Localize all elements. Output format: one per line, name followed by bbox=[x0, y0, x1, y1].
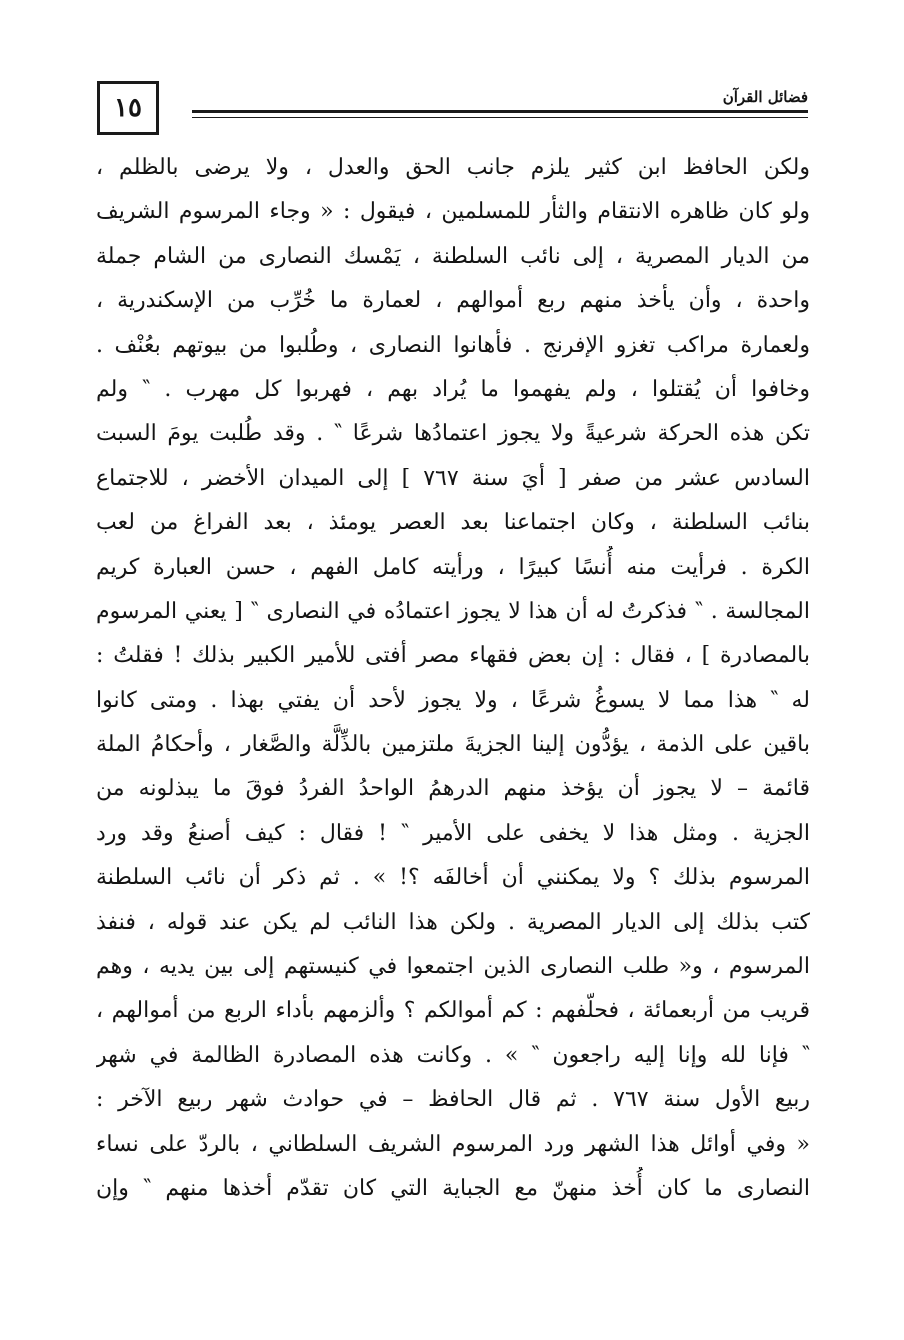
text-line: تكن هذه الحركة شرعيةً ولا يجوز اعتمادُها شرعًا ‶ . وقد طُلبت يومَ السبت bbox=[96, 421, 810, 447]
page-number: ١٥ bbox=[97, 81, 159, 135]
text-line: وخافوا أن يُقتلوا ، ولم يفهموا ما يُراد بهم ، فهربوا كل مهرب . ‶ ولم bbox=[96, 376, 810, 402]
text-line: ولعمارة مراكب تغزو الإفرنج . فأهانوا النصارى ، وطُلبوا من بيوتهم بعُنْف . bbox=[96, 332, 810, 358]
text-line: ربيع الأول سنة ٧٦٧ . ثم قال الحافظ – في حوادث شهر ربيع الآخر : bbox=[96, 1087, 810, 1113]
text-line: من الديار المصرية ، إلى نائب السلطنة ، يَمْسك النصارى من الشام جملة bbox=[96, 243, 810, 269]
text-line: له ‶ هذا مما لا يسوغُ شرعًا ، ولا يجوز لأحد أن يفتي بهذا . ومتى كانوا bbox=[96, 687, 810, 713]
text-line: بالمصادرة ] ، فقال : إن بعض فقهاء مصر أفتى للأمير الكبير بذلك ! فقلتُ : bbox=[96, 643, 810, 669]
text-line: النصارى ما كان أُخذ منهنّ مع الجباية التي كان تقدّم أخذها منهم ‶ وإن bbox=[96, 1175, 810, 1201]
text-line: المرسوم ، و« طلب النصارى الذين اجتمعوا في كنيستهم إلى بين يديه ، وهم bbox=[96, 954, 810, 980]
text-line: السادس عشر من صفر [ أيَ سنة ٧٦٧ ] إلى الميدان الأخضر ، للاجتماع bbox=[96, 465, 810, 491]
text-line: ‶ فإنا لله وإنا إليه راجعون ‶ » . وكانت هذه المصادرة الظالمة في شهر bbox=[96, 1042, 810, 1068]
text-line: المرسوم بذلك ؟ ولا يمكنني أن أخالفَه ؟! » . ثم ذكر أن نائب السلطنة bbox=[96, 865, 810, 891]
body-text bbox=[96, 146, 810, 1211]
text-line: قريب من أربعمائة ، فحلّفهم : كم أموالكم ؟ وألزمهم بأداء الربع من أموالهم ، bbox=[96, 998, 810, 1024]
text-line: المجالسة . ‶ فذكرتُ له أن هذا لا يجوز اعتمادُه في النصارى ‶ [ يعني المرسوم bbox=[96, 598, 810, 624]
text-line: الجزية . ومثل هذا لا يخفى على الأمير ‶ ! فقال : كيف أصنعُ وقد ورد bbox=[96, 820, 810, 846]
text-line: واحدة ، وأن يأخذ منهم ربع أموالهم ، لعمارة ما خُرِّب من الإسكندرية ، bbox=[96, 288, 810, 314]
text-line: ولكن الحافظ ابن كثير يلزم جانب الحق والعدل ، ولا يرضى بالظلم ، bbox=[96, 155, 810, 180]
text-line: ولو كان ظاهره الانتقام والثأر للمسلمين ، فيقول : « وجاء المرسوم الشريف bbox=[96, 199, 810, 225]
text-line: قائمة – لا يجوز أن يؤخذ منهم الدرهمُ الواحدُ الفردُ فوقَ ما يبذلونه من bbox=[96, 776, 810, 802]
text-line: باقين على الذمة ، يؤدُّون إلينا الجزيةَ ملتزمين بالذِّلَّة والصَّغار ، وأحكامُ الملة bbox=[96, 732, 810, 758]
header-rule-thin bbox=[192, 117, 808, 118]
text-line: بنائب السلطنة ، وكان اجتماعنا بعد العصر يومئذ ، بعد الفراغ من لعب bbox=[96, 510, 810, 536]
header-rule-thick bbox=[192, 110, 808, 113]
text-line: الكرة . فرأيت منه أُنسًا كبيرًا ، ورأيته كامل الفهم ، حسن العبارة كريم bbox=[96, 554, 810, 580]
running-title: فضائل القرآن bbox=[722, 88, 808, 106]
text-line: كتب بذلك إلى الديار المصرية . ولكن هذا النائب لم يكن عند قوله ، فنفذ bbox=[96, 909, 810, 935]
text-line: « وفي أوائل هذا الشهر ورد المرسوم الشريف السلطاني ، بالردّ على نساء bbox=[96, 1131, 810, 1157]
